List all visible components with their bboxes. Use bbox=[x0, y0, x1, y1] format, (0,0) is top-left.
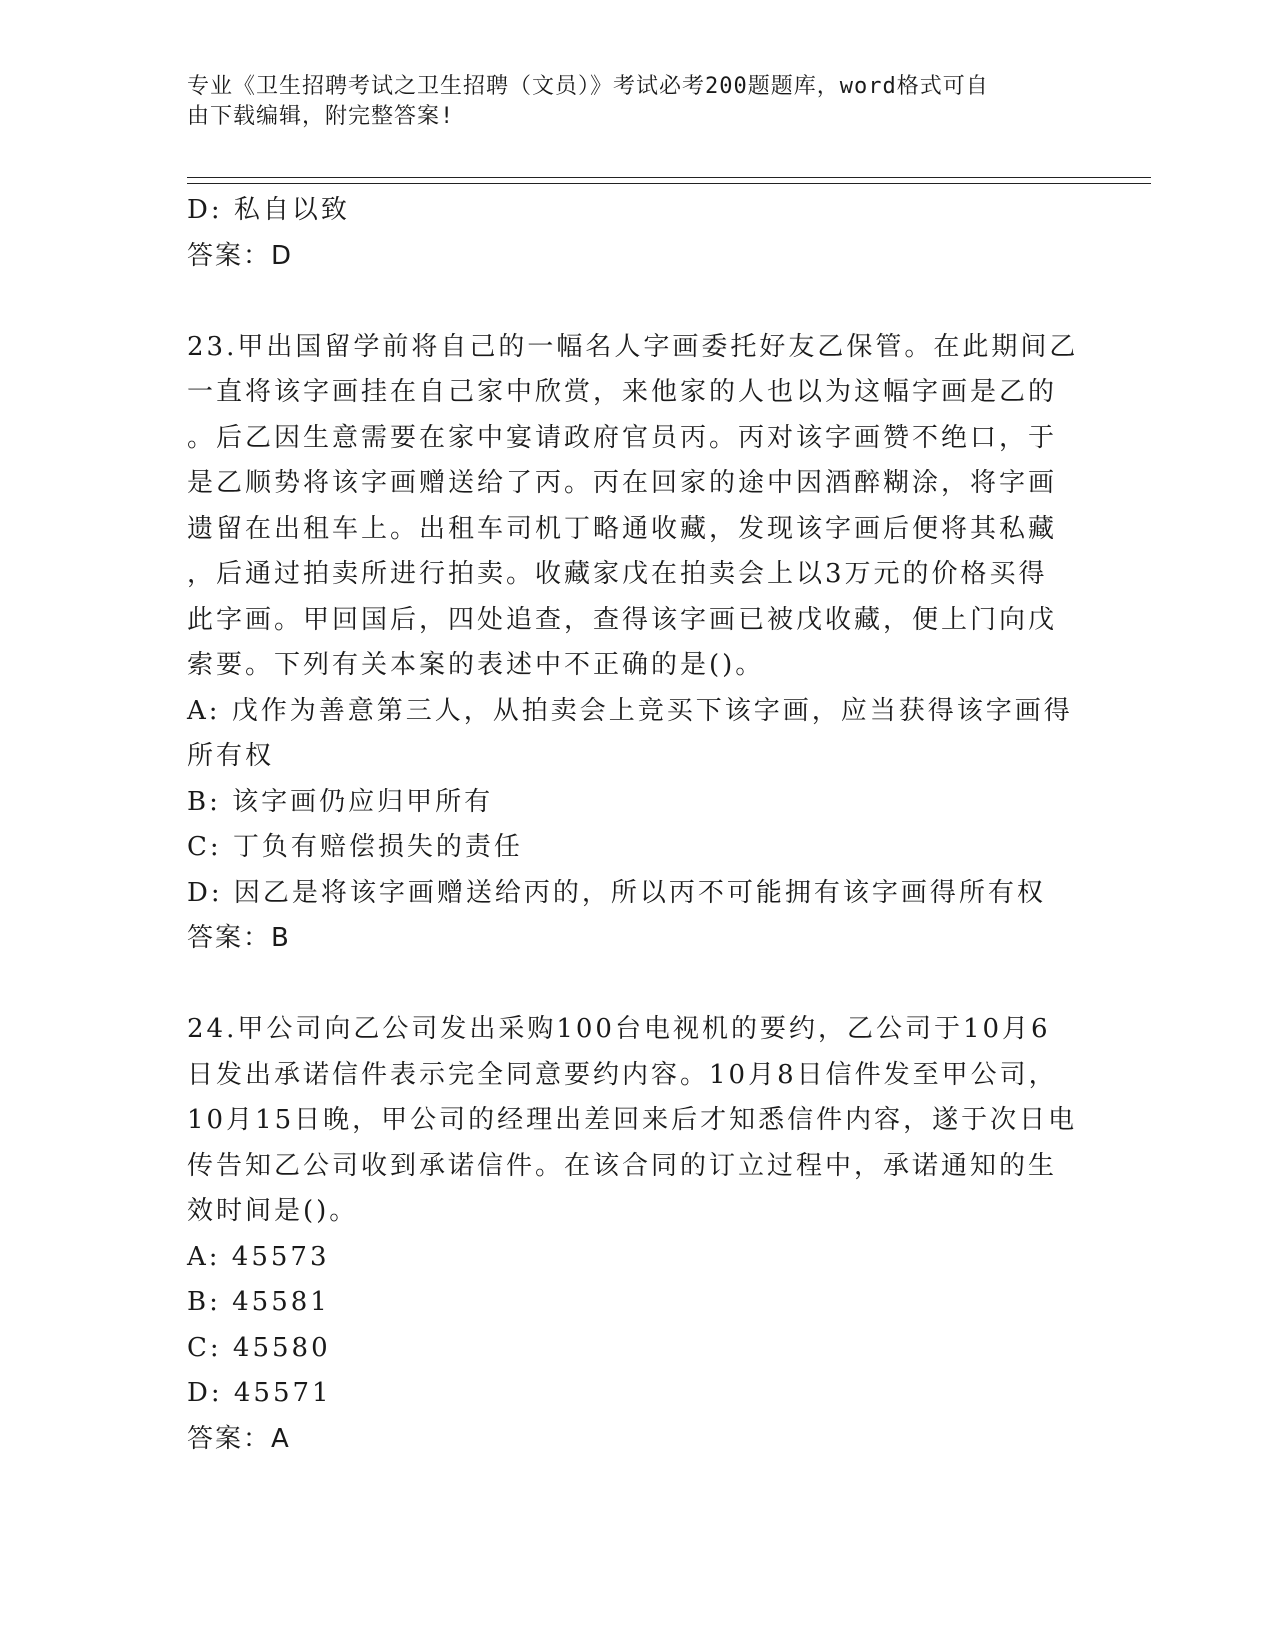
question-24 bbox=[187, 1007, 1087, 1462]
header-line-2: 由下载编辑，附完整答案! bbox=[187, 104, 455, 129]
question-23 bbox=[187, 325, 1087, 962]
question-24-line: 传告知乙公司收到承诺信件。在该合同的订立过程中，承诺通知的生 bbox=[187, 1150, 1058, 1181]
document-header bbox=[187, 72, 1067, 132]
question-23-line: 索要。下列有关本案的表述中不正确的是()。 bbox=[187, 650, 765, 680]
question-24-line: 效时间是()。 bbox=[187, 1196, 359, 1226]
question-23-line: 一直将该字画挂在自己家中欣赏，来他家的人也以为这幅字画是乙的 bbox=[187, 377, 1058, 407]
question-23-option-a: A: 戊作为善意第三人，从拍卖会上竞买下该字画，应当获得该字画得 bbox=[187, 695, 1073, 726]
question-24-option-b: B: 45581 bbox=[187, 1287, 330, 1317]
question-24-option-c: C: 45580 bbox=[187, 1332, 331, 1363]
question-23-answer: 答案：B bbox=[187, 923, 291, 953]
question-23-option-c: C: 丁负有赔偿损失的责任 bbox=[187, 832, 523, 862]
question-23-line: ，后通过拍卖所进行拍卖。收藏家戊在拍卖会上以3万元的价格买得 bbox=[187, 559, 1048, 589]
question-24-line: 10月15日晚，甲公司的经理出差回来后才知悉信件内容，遂于次日电 bbox=[187, 1105, 1078, 1135]
spacer bbox=[187, 279, 1087, 325]
question-23-option-d: D: 因乙是将该字画赠送给丙的，所以丙不可能拥有该字画得所有权 bbox=[187, 877, 1046, 908]
question-23-line: 遗留在出租车上。出租车司机丁略通收藏，发现该字画后便将其私藏 bbox=[187, 513, 1058, 544]
question-23-option-a-cont: 所有权 bbox=[187, 741, 275, 771]
question-24-line: 24.甲公司向乙公司发出采购100台电视机的要约，乙公司于10月6 bbox=[187, 1014, 1051, 1044]
prev-option-d: D: 私自以致 bbox=[187, 195, 350, 225]
header-divider-bottom bbox=[187, 183, 1151, 184]
header-line-1: 专业《卫生招聘考试之卫生招聘（文员）》考试必考200题题库，word格式可自 bbox=[187, 74, 989, 99]
document-body bbox=[187, 188, 1087, 1462]
header-divider-top bbox=[187, 177, 1151, 178]
question-23-option-b: B: 该字画仍应归甲所有 bbox=[187, 786, 494, 817]
prev-answer: 答案：D bbox=[187, 240, 294, 271]
question-24-option-a: A: 45573 bbox=[187, 1241, 330, 1272]
question-23-line: 23.甲出国留学前将自己的一幅名人字画委托好友乙保管。在此期间乙 bbox=[187, 331, 1079, 362]
question-23-line: 此字画。甲回国后，四处追查，查得该字画已被戊收藏，便上门向戊 bbox=[187, 604, 1058, 635]
question-23-line: 是乙顺势将该字画赠送给了丙。丙在回家的途中因酒醉糊涂，将字画 bbox=[187, 468, 1058, 498]
question-24-line: 日发出承诺信件表示完全同意要约内容。10月8日信件发至甲公司， bbox=[187, 1059, 1058, 1090]
spacer bbox=[187, 962, 1087, 1008]
question-24-answer: 答案：A bbox=[187, 1423, 291, 1454]
question-23-line: 。后乙因生意需要在家中宴请政府官员丙。丙对该字画赞不绝口，于 bbox=[187, 422, 1058, 453]
question-24-option-d: D: 45571 bbox=[187, 1378, 332, 1408]
